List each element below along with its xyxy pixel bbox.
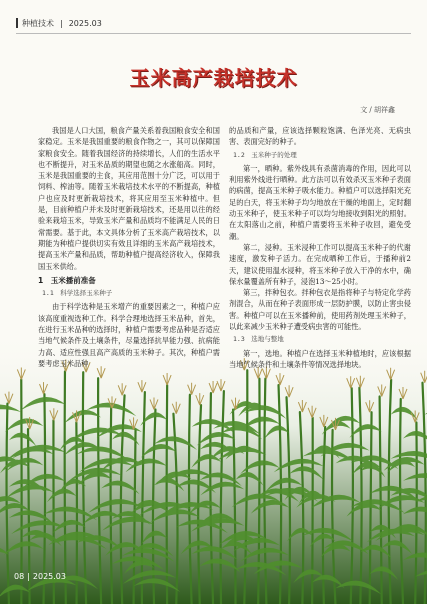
heading-section-1-2: 1.2 玉米种子的处理 [233,150,297,159]
paragraph-soaking: 第二，浸种。玉米浸种工作可以提高玉米种子的代谢速度，激发种子活力。在完成晒种工作后，于播种前2天，建议使用温水浸种，将玉米种子放入干净的水中，确保水量覆盖所有种子，浸泡13～25小时。 [229,242,411,286]
footer-issue: 2025.03 [32,572,66,581]
article-title: 玉米高产栽培技术 [129,66,298,90]
heading-section-1-3: 1.3 选地与整地 [233,335,284,344]
page-footer [14,572,66,581]
issue-number: 2025.03 [68,18,102,28]
intro-paragraph: 我国是人口大国，粮食产量关系着我国粮食安全和国家稳定。玉米是我国重要的粮食作物之一，其可以保障国家粮食安全。随着我国经济的持续增长，人们的生活水平也不断提升，对玉米品质的期望也随之水涨船高。同时，玉米是我国重要的主食，其应用范围十分广泛，可以用于饲料、榨油等。随着玉米栽培技术水平的不断提高，种植户也应及时更新栽培技术，将其应用至玉米种植中。但是，目前种植户并未及时更新栽培技术，还是用以往的经验来栽培玉米，导致玉米产量和品质均不能满足人民的日常需要。基于此，本文具体分析了玉米高产栽培技术，以期能为种植户提供切实有效且详细的玉米高产栽培技术，提高玉米产量和品质，帮助种植户提高经济收入，保障我国玉米供给。 [38,126,220,271]
paragraph-site-selection: 第一，选地。种植户在选择玉米种植地时，应该根据当地气候条件和土壤条件等情况选择地块。 [229,348,411,369]
right-column [229,125,411,370]
paragraph-seed-selection: 由于科学选种是玉米增产的重要因素之一，种植户应该高度重视选种工作。科学合理地选择玉米品种，首先，在进行玉米品种的选择时，种植户需要考虑品种是否适应当地气候条件及土壤条件，尽量选择抗旱能力强、抗病能力高、适应性强且高产高质的玉米种子。其次，种植户需要考虑玉米品种 [38,302,220,368]
heading-section-1-1: 1.1 科学选择玉米种子 [42,289,113,298]
paragraph-sun-drying: 第一，晒种。紫外线具有杀菌消毒的作用，因此可以利用紫外线进行晒种。此方法可以有效杀灭玉米种子表面的病菌，提高玉米种子吸水能力。种植户可以选择阳光充足的白天，将玉米种子均匀地放在干燥的地面上，定时翻动玉米种子，使玉米种子可以均匀地接收到阳光的照射。在太阳落山之前，种植户需要将玉米种子收回，避免受潮。 [229,163,411,241]
paragraph-continued: 的品质和产量，应该选择颗粒饱满、色泽光亮、无病虫害、表面完好的种子。 [229,126,411,147]
page-number: 08 [14,572,25,581]
left-column [38,125,220,369]
author-line: 文 / 胡祥鑫 [360,106,395,114]
header-separator: | [60,18,63,28]
heading-section-1: 1 玉米播前准备 [38,275,96,285]
paragraph-coating: 第三，拌种包衣。拌种包衣是指将种子与特定化学药剂混合，从而在种子表面形成一层防护膜，以防止害虫侵害。种植户可以在玉米播种前，使用药剂处理玉米种子，以此来减少玉米种子遭受病虫害的可能性。 [229,288,411,332]
section-name: 种植技术 [22,18,54,28]
footer-separator: | [27,572,30,581]
